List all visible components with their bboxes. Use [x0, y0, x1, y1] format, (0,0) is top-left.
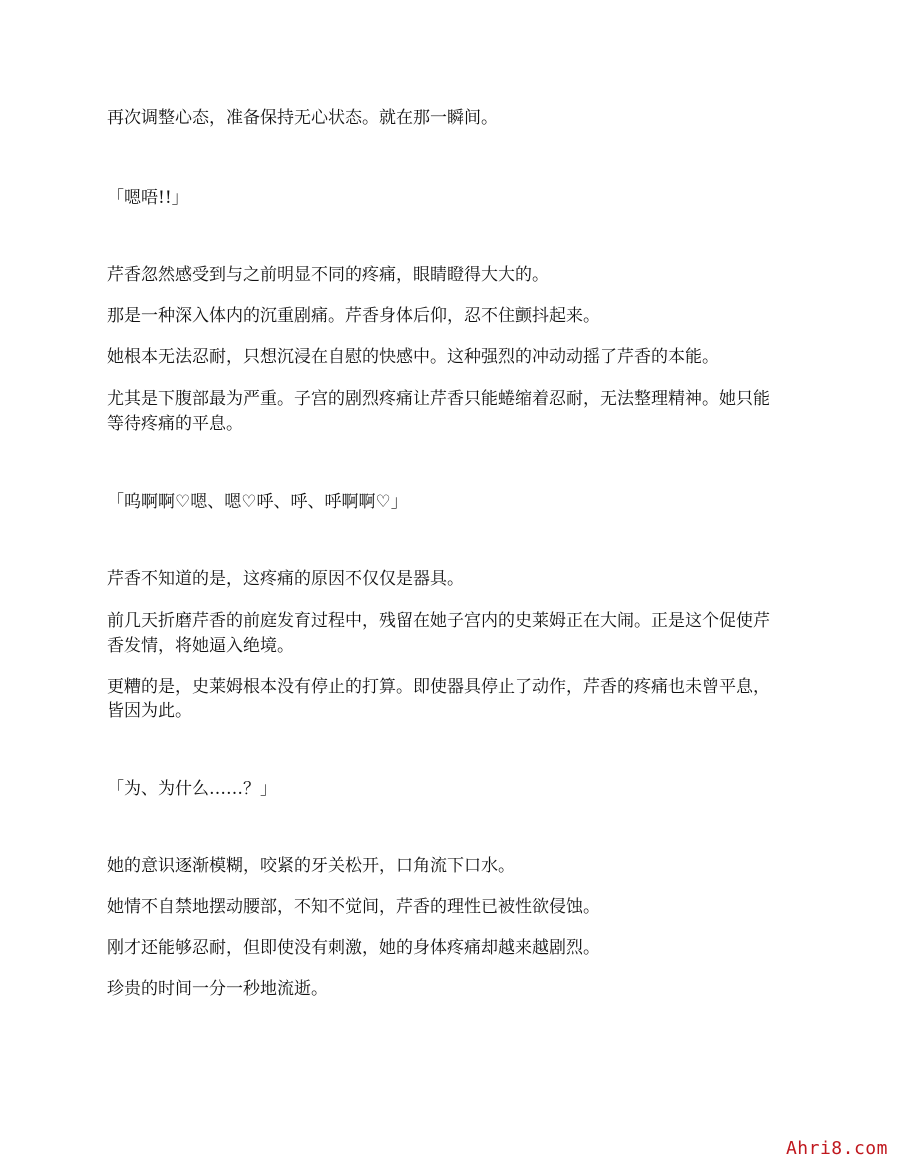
paragraph-1: 再次调整心态，准备保持无心状态。就在那一瞬间。 [107, 108, 498, 128]
paragraph-9-line-1: 前几天折磨芹香的前庭发育过程中，残留在她子宫内的史莱姆正在大闹。正是这个促使芹 [107, 611, 770, 631]
dialogue-3: 「为、为什么……？」 [107, 779, 277, 799]
paragraph-6-line-2: 等待疼痛的平息。 [107, 414, 243, 434]
paragraph-9-line-2: 香发情，将她逼入绝境。 [107, 636, 294, 656]
paragraph-5: 她根本无法忍耐，只想沉浸在自慰的快感中。这种强烈的冲动动摇了芹香的本能。 [107, 347, 719, 367]
paragraph-12: 她的意识逐渐模糊，咬紧的牙关松开，口角流下口水。 [107, 856, 515, 876]
paragraph-10-line-1: 更糟的是，史莱姆根本没有停止的打算。即使器具停止了动作，芹香的疼痛也未曾平息， [107, 677, 770, 697]
paragraph-14: 刚才还能够忍耐，但即使没有刺激，她的身体疼痛却越来越剧烈。 [107, 938, 600, 958]
paragraph-8: 芹香不知道的是，这疼痛的原因不仅仅是器具。 [107, 569, 464, 589]
paragraph-15: 珍贵的时间一分一秒地流逝。 [107, 979, 328, 999]
paragraph-3: 芹香忽然感受到与之前明显不同的疼痛，眼睛瞪得大大的。 [107, 265, 549, 285]
watermark: Ahri8.com [785, 1138, 888, 1159]
paragraph-10-line-2: 皆因为此。 [107, 701, 192, 721]
paragraph-13: 她情不自禁地摆动腰部，不知不觉间，芹香的理性已被性欲侵蚀。 [107, 897, 600, 917]
document-page [107, 0, 807, 1165]
dialogue-1: 「嗯唔!!」 [107, 188, 189, 208]
dialogue-2: 「呜啊啊♡嗯、嗯♡呼、呼、呼啊啊♡」 [107, 492, 408, 512]
paragraph-6-line-1: 尤其是下腹部最为严重。子宫的剧烈疼痛让芹香只能蜷缩着忍耐，无法整理精神。她只能 [107, 389, 770, 409]
paragraph-4: 那是一种深入体内的沉重剧痛。芹香身体后仰，忍不住颤抖起来。 [107, 306, 600, 326]
